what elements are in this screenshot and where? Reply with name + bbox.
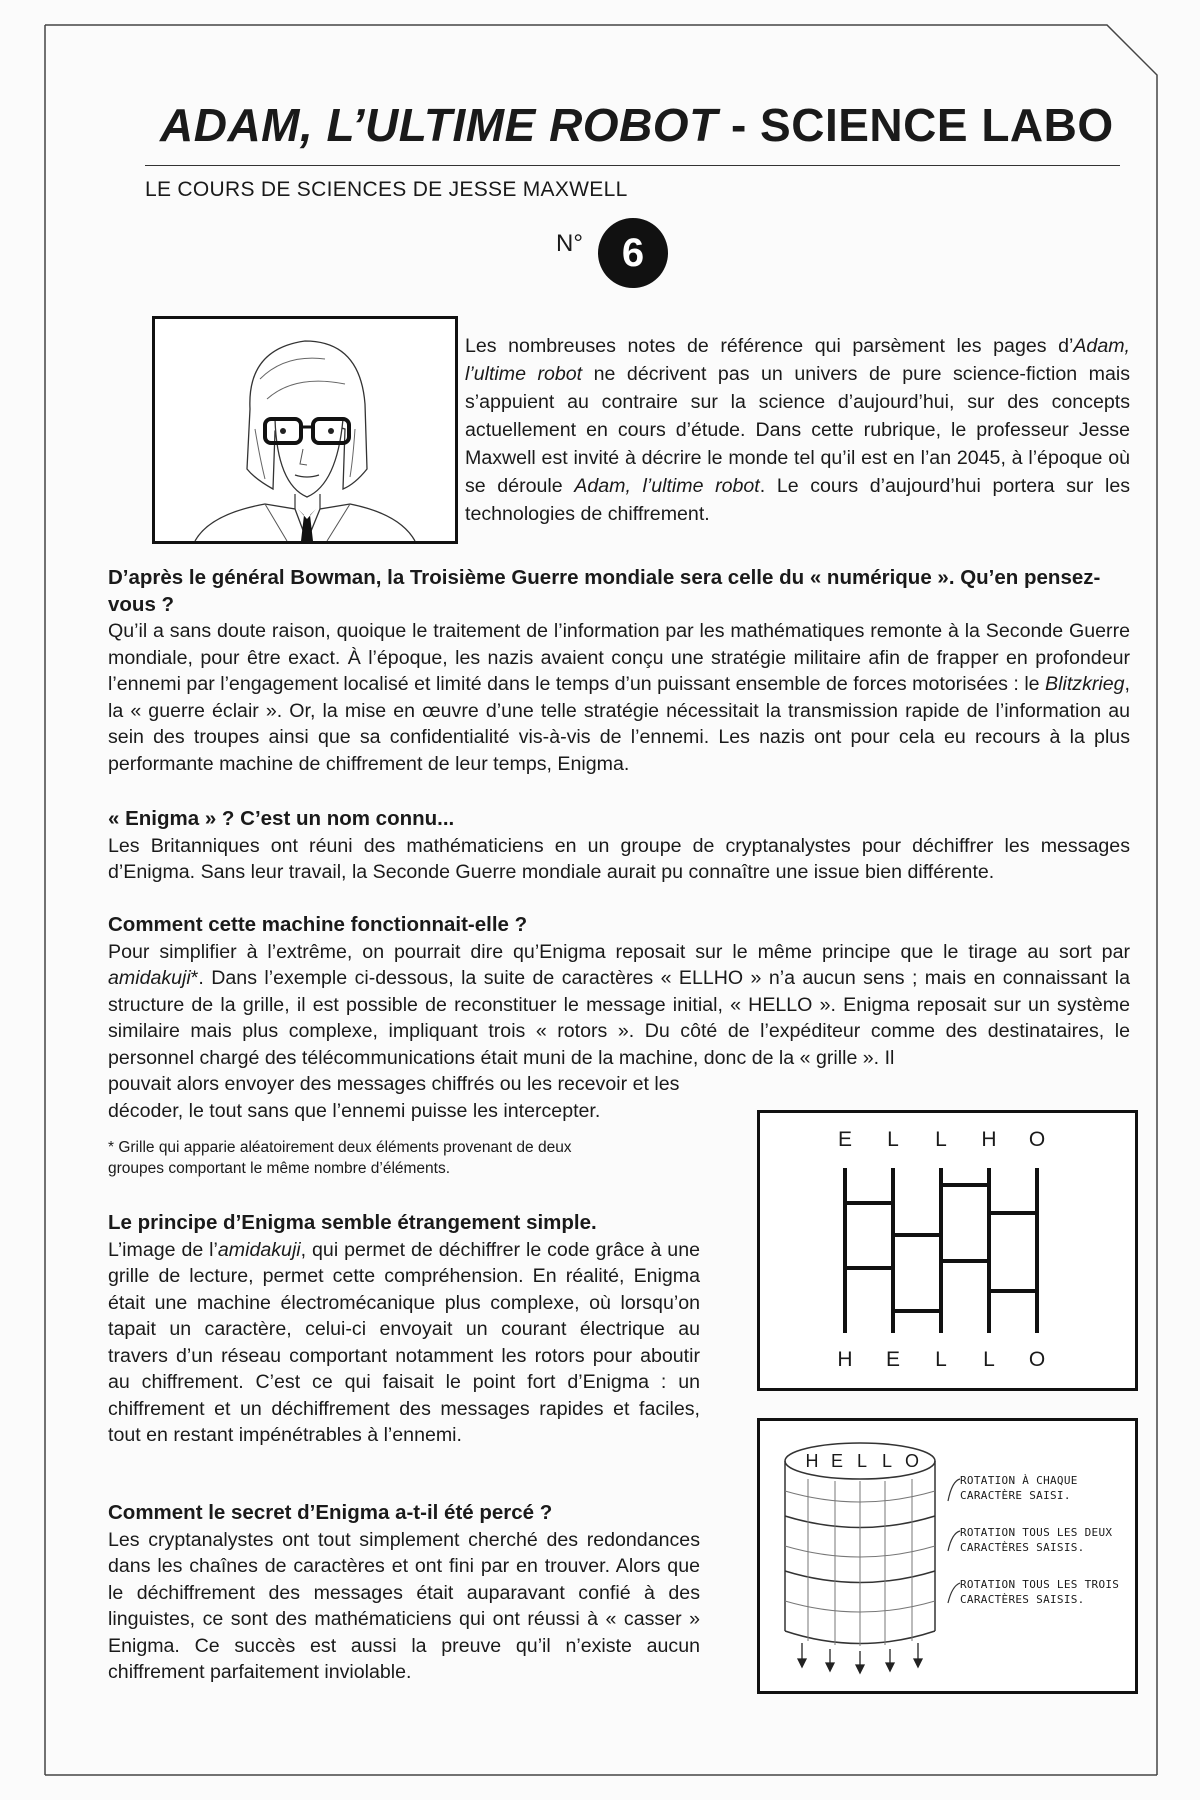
amidakuji-grid — [760, 1113, 1135, 1388]
question-heading: Le principe d’Enigma semble étrangement simple. — [108, 1211, 597, 1234]
answer-paragraph: Pour simplifier à l’extrême, on pourrait dire qu’Enigma reposait sur le même principe que le tirage au sort par amidakuji*. Dans l’exemple ci-dessous, la suite de caractères « ELLHO » n’a aucun sens ; mais en connaissant la structure de la grille, il est possible de reconstituer le message initial, « HELLO ». Enigma reposait sur un système similaire mais plus complexe, impliquant trois « rotors ». Du côté de l’expéditeur comme des destinataires, le personnel chargé des télécommunications était muni de la machine, donc de la « grille ». Il — [108, 940, 1130, 1069]
rotor-annotation-1: ROTATION À CHAQUE CARACTÈRE SAISI. — [960, 1474, 1078, 1502]
amidakuji-bottom-letter: H — [837, 1348, 853, 1371]
amidakuji-bottom-letter: L — [935, 1348, 947, 1371]
answer-paragraph: Les cryptanalystes ont tout simplement cherché des redondances dans les chaînes de caractères et ont fini par en trouver. Alors que le déchiffrement des messages était auparavant confié à des linguistes, ce sont des mathématiciens qui ont réussi à « casser » Enigma. Ce succès est aussi la preuve qu’il n’existe aucun chiffrement parfaitement inviolable. — [108, 1528, 700, 1683]
rotor-diagram — [757, 1418, 1138, 1694]
question-heading: Comment le secret d’Enigma a-t-il été percé ? — [108, 1501, 553, 1524]
rotor-annotation-3: ROTATION TOUS LES TROIS CARACTÈRES SAISIS. — [960, 1578, 1120, 1606]
amidakuji-top-letter: O — [1028, 1128, 1046, 1151]
rotor-top-letter: O — [904, 1451, 919, 1471]
answer-paragraph: L’image de l’amidakuji, qui permet de déchiffrer le code grâce à une grille de lecture, permet cette compréhension. En réalité, Enigma était une machine électromécanique plus complexe, où lorsqu’on tapait un caractère, celui-ci envoyait un courant électrique au travers d’un réseau comportant notamment les rotors pour aboutir au chiffrement. C’est ce qui faisait le point fort d’Enigma : un chiffrement et un déchiffrement des messages rapides et faciles, tout en restant impénétrables à l’ennemi. — [108, 1238, 700, 1446]
section-enigma-nom — [108, 806, 1130, 886]
amidakuji-top-letter: E — [837, 1128, 852, 1151]
portrait-illustration — [152, 316, 458, 544]
professor-portrait-drawing — [155, 319, 455, 541]
question-heading: D’après le général Bowman, la Troisième Guerre mondiale sera celle du « numérique ». Qu’en pensez-vous ? — [108, 566, 1101, 616]
amidakuji-top-letter: H — [981, 1128, 997, 1151]
answer-paragraph: Les Britanniques ont réuni des mathématiciens en un groupe de cryptanalystes pour déchiffrer les messages d’Enigma. Sans leur travail, la Seconde Guerre mondiale aurait pu connaître une issue bien différente. — [108, 834, 1130, 883]
amidakuji-diagram — [757, 1110, 1138, 1391]
amidakuji-bottom-letter: O — [1028, 1348, 1046, 1371]
answer-paragraph-continued: pouvait alors envoyer des messages chiffrés ou les recevoir et les décoder, le tout sans que l’ennemi puisse les intercepter. — [108, 1073, 680, 1122]
page-subtitle: LE COURS DE SCIENCES DE JESSE MAXWELL — [145, 178, 628, 201]
amidakuji-top-letter: L — [935, 1128, 947, 1151]
question-heading: Comment cette machine fonctionnait-elle ? — [108, 913, 528, 936]
rotor-annotation-2: ROTATION TOUS LES DEUX CARACTÈRES SAISIS. — [960, 1526, 1113, 1554]
amidakuji-top-letter: L — [887, 1128, 899, 1151]
title-rule — [145, 165, 1120, 166]
answer-paragraph: Qu’il a sans doute raison, quoique le traitement de l’information par les mathématiques remonte à la Seconde Guerre mondiale, pour être exact. À l’époque, les nazis avaient conçu une stratégie militaire afin de frapper en profondeur l’ennemi par l’engagement localisé et limité dans le temps d’un puissant ensemble de forces motorisées : le Blitzkrieg, la « guerre éclair ». Or, la mise en œuvre d’une telle stratégie nécessitait la transmission rapide de l’information au sein des troupes ainsi que sa confidentialité vis-à-vis de l’ennemi. Les nazis ont pour cela eu recours à la plus performante machine de chiffrement de leur temps, Enigma. — [108, 620, 1130, 775]
amidakuji-bottom-letter: L — [983, 1348, 995, 1371]
section-fonctionnement — [108, 912, 1130, 1124]
amidakuji-bottom-letters — [760, 1348, 1135, 1378]
rotor-top-letter: L — [856, 1451, 867, 1471]
rotor-top-letter: E — [830, 1451, 843, 1471]
amidakuji-bottom-letter: E — [885, 1348, 900, 1371]
intro-paragraph: Les nombreuses notes de référence qui parsèment les pages d’Adam, l’ultime robot ne décrivent pas un univers de pure science-fiction mais s’appuient au contraire sur la science d’aujourd’hui, sur des concepts actuellement en cours d’étude. Dans cette rubrique, le professeur Jesse Maxwell est invité à décrire le monde tel qu’il est en l’an 2045, à l’époque où se déroule Adam, l’ultime robot. Le cours d’aujourd’hui portera sur les technologies de chiffrement. — [465, 335, 1131, 525]
section-principe — [108, 1210, 700, 1449]
issue-number-badge: 6 — [598, 218, 668, 288]
rotor-top-letter: H — [805, 1451, 819, 1471]
question-heading: « Enigma » ? C’est un nom connu... — [108, 807, 455, 830]
page-title: ADAM, L’ULTIME ROBOT - SCIENCE LABO — [160, 99, 1114, 151]
issue-number-label: N° — [556, 230, 583, 257]
section-numerique — [108, 565, 1130, 777]
section-secret — [108, 1500, 700, 1686]
footnote: * Grille qui apparie aléatoirement deux éléments provenant de deux groupes comportant le même nombre d’éléments. — [108, 1139, 572, 1177]
rotor-top-letter: L — [881, 1451, 892, 1471]
